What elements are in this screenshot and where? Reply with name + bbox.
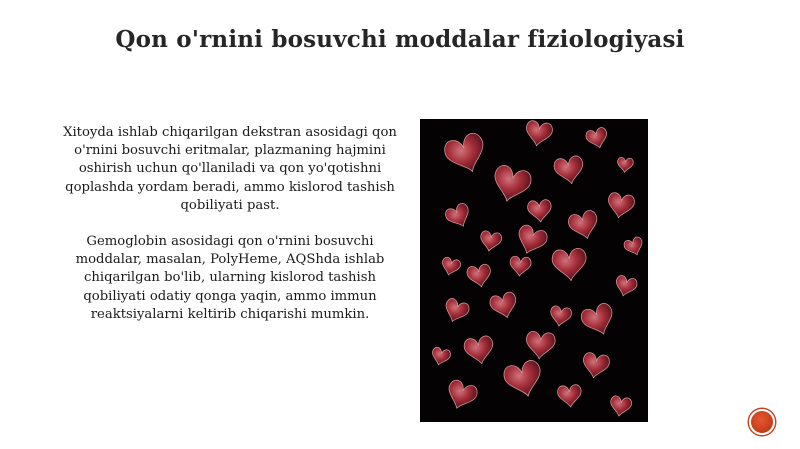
heart-shape <box>478 230 502 253</box>
heart-shape <box>557 384 582 408</box>
heart-shape <box>553 155 586 186</box>
heart-shape <box>443 378 479 413</box>
heart-shape <box>585 126 610 150</box>
heart-shape <box>513 223 549 258</box>
slide-body <box>60 124 400 324</box>
heart-shape <box>502 359 546 401</box>
next-slide-button[interactable] <box>749 409 775 435</box>
heart-shape <box>579 301 619 339</box>
heart-shape <box>608 395 632 418</box>
heart-shape <box>442 131 491 179</box>
heart-shape <box>509 256 532 277</box>
heart-shape <box>441 297 471 326</box>
paragraph-dextran: Xitoyda ishlab chiqarilgan dekstran asosidagi qon o'rnini bosuvchi eritmalar, plazmaning hajmini oshirish uchun qo'llaniladi va qon yo'qotishni qoplashda yordam beradi, ammo kislorod tashish qobiliyati past. <box>63 125 397 213</box>
heart-shape <box>617 157 634 173</box>
slide-title: Qon o'rnini bosuvchi moddalar fiziologiyasi <box>115 26 685 53</box>
heart-shape <box>524 120 554 149</box>
paragraph-hemoglobin: Gemoglobin asosidagi qon o'rnini bosuvchi moddalar, masalan, PolyHeme, AQShda ishlab chiqarilgan bo'lib, ularning kislorod tashish qobiliyati odatiy qonga yaqin, ammo immun reaktsiyalarni keltirib chiqarishi mumkin. <box>75 234 385 322</box>
heart-shape <box>443 202 474 232</box>
heart-shape <box>429 346 451 367</box>
heart-shape <box>623 236 646 258</box>
heart-shape <box>488 291 520 321</box>
heart-shape <box>548 305 572 328</box>
heart-shape <box>466 263 493 289</box>
heart-shape <box>489 164 533 206</box>
heart-shape <box>613 274 638 298</box>
heart-shape <box>581 352 611 381</box>
heart-shape <box>567 209 602 242</box>
red-hearts-image <box>420 119 648 422</box>
heart-shape <box>525 331 556 360</box>
heart-shape <box>551 248 588 283</box>
heart-shape <box>463 335 496 366</box>
heart-shape <box>439 256 461 277</box>
heart-shape <box>606 192 636 221</box>
heart-shape <box>527 199 552 223</box>
